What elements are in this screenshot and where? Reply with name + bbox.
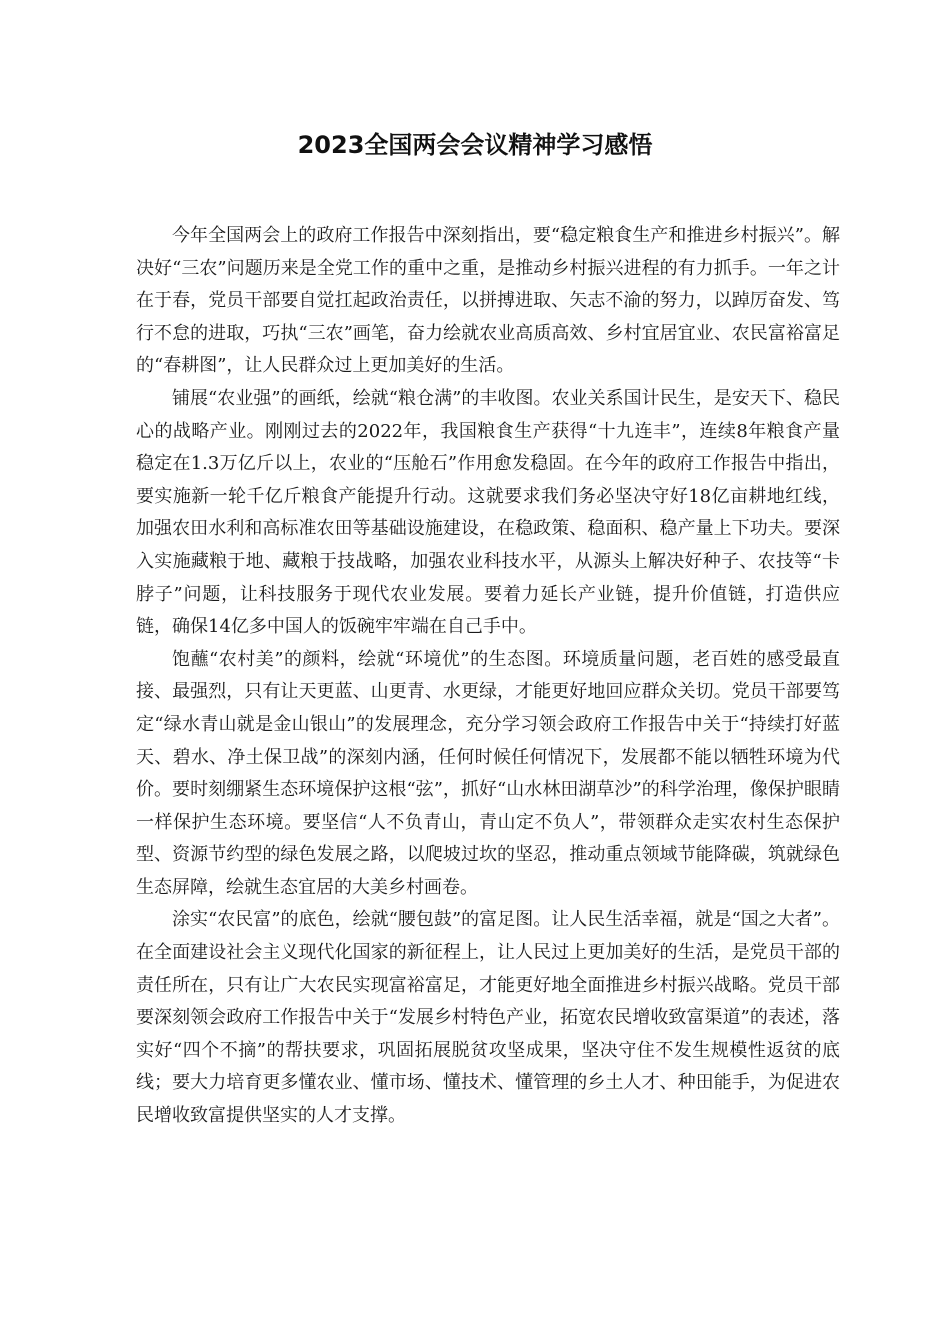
paragraph-agriculture: 铺展“农业强”的画纸，绘就“粮仓满”的丰收图。农业关系国计民生，是安天下、稳民心的战略产业。刚刚过去的2022年，我国粮食生产获得“十九连丰”，连续8年粮食产量稳定在1.3万亿斤以上，农业的“压舱石”作用愈发稳固。在今年的政府工作报告中指出，要实施新一轮千亿斤粮食产能提升行动。这就要求我们务必坚决守好18亿亩耕地红线，加强农田水利和高标准农田等基础设施建设，在稳政策、稳面积、稳产量上下功夫。要深入实施藏粮于地、藏粮于技战略，加强农业科技水平，从源头上解决好种子、农技等“卡脖子”问题，让科技服务于现代农业发展。要着力延长产业链，提升价值链，打造供应链，确保14亿多中国人的饭碗牢牢端在自己手中。: [136, 387, 840, 638]
paragraph-farmers: 涂实“农民富”的底色，绘就“腰包鼓”的富足图。让人民生活幸福，就是“国之大者”。在全面建设社会主义现代化国家的新征程上，让人民过上更加美好的生活，是党员干部的责任所在，只有让广大农民实现富裕富足，才能更好地全面推进乡村振兴战略。党员干部要深刻领会政府工作报告中关于“发展乡村特色产业，拓宽农民增收致富渠道”的表述，落实好“四个不摘”的帮扶要求，巩固拓展脱贫攻坚成果，坚决守住不发生规模性返贫的底线；要大力培育更多懂农业、懂市场、懂技术、懂管理的乡土人才、种田能手，为促进农民增收致富提供坚实的人才支撑。: [136, 909, 840, 1127]
paragraph-intro: 今年全国两会上的政府工作报告中深刻指出，要“稳定粮食生产和推进乡村振兴”。解决好“三农”问题历来是全党工作的重中之重，是推动乡村振兴进程的有力抓手。一年之计在于春，党员干部要自觉扛起政治责任，以拼搏进取、矢志不渝的努力，以踔厉奋发、笃行不怠的进取，巧执“三农”画笔，奋力绘就农业高质高效、乡村宜居宜业、农民富裕富足的“春耕图”，让人民群众过上更加美好的生活。: [136, 225, 840, 377]
paragraph-environment: 饱蘸“农村美”的颜料，绘就“环境优”的生态图。环境质量问题，老百姓的感受最直接、最强烈，只有让天更蓝、山更青、水更绿，才能更好地回应群众关切。党员干部要笃定“绿水青山就是金山银山”的发展理念，充分学习领会政府工作报告中关于“持续打好蓝天、碧水、净土保卫战”的深刻内涵，任何时候任何情况下，发展都不能以牺牲环境为代价。要时刻绷紧生态环境保护这根“弦”，抓好“山水林田湖草沙”的科学治理，像保护眼睛一样保护生态环境。要坚信“人不负青山，青山定不负人”，带领群众走实农村生态保护型、资源节约型的绿色发展之路，以爬坡过坎的坚忍，推动重点领域节能降碳，筑就绿色生态屏障，绘就生态宜居的大美乡村画卷。: [136, 648, 840, 898]
page-title: 2023全国两会会议精神学习感悟: [297, 131, 653, 159]
document-body: [136, 220, 840, 1133]
